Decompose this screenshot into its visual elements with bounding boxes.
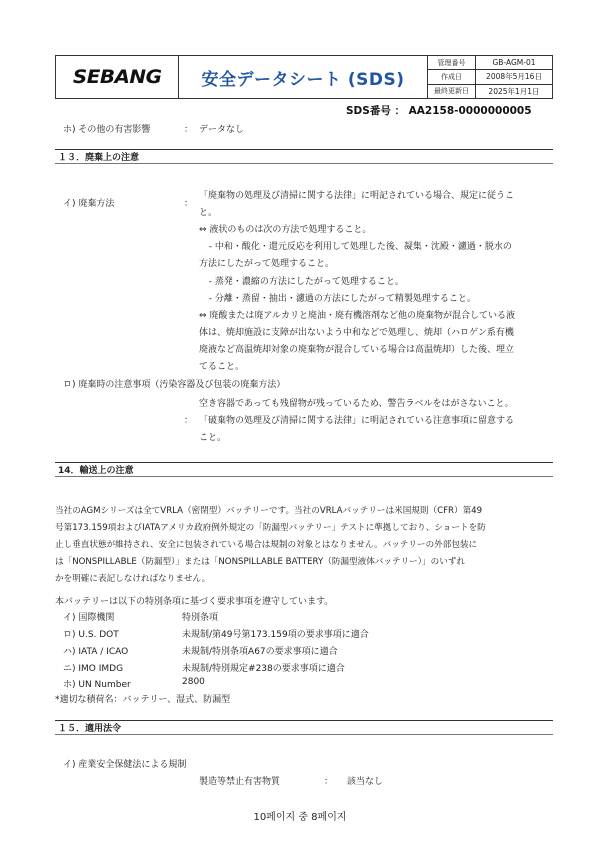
transport-paragraph-line: かを明確に表記しなければなりません。 [55,574,211,584]
method-line: ⇔ 液状のものは次の方法で処理すること。 [199,225,372,235]
meta-label: 管理番号 [428,56,476,69]
logo-text: SEBANG [72,66,162,88]
method-line: ⇔ 廃酸または廃アルカリと廃油・廃有機溶剤など他の廃棄物が混合している液 [199,311,516,321]
transport-row-value: 未規制/第49号第173.159項の要求事項に適合 [182,630,369,640]
section-14-heading [55,462,553,477]
document-meta-table [428,56,552,98]
transport-row-label: イ) 国際機関 [63,613,115,623]
document-title-cell [179,56,428,98]
section-15-title: １５．適用法令 [58,724,122,734]
disposal-line: 空き容器であっても残留物が残っているため、警告ラベルをはがさないこと。 [199,399,514,409]
disposal-method-label: イ) 廃棄方法 [63,199,115,209]
meta-row-updated [428,85,552,98]
transport-row-value: 未規制/特別規定#238の要求事項に適合 [182,664,345,674]
regulation-sub-label: 製造等禁止有害物質 [199,777,281,787]
transport-paragraph-line: 号第173.159項およびIATAアメリカ政府例外規定の「防漏型バッテリー」テストに準拠しており、ショートを防 [55,523,486,533]
sds-number: SDS番号 ： AA2158-0000000005 [346,105,532,117]
transport-row-value: 特別条項 [182,613,219,623]
meta-value: 2008年5月16日 [486,72,542,82]
disposal-line: こと。 [199,433,227,443]
other-effects-colon: ： [184,125,194,135]
transport-row-value: 未規制/特別条項A67の要求事項に適合 [182,647,338,657]
disposal-precautions-label: ロ) 廃棄時の注意事項（汚染容器及び包装の廃棄方法） [63,380,286,390]
page-footer: 10페이지 중 8페이지 [253,812,347,823]
meta-label: 最終更新日 [428,85,476,98]
method-line: てること。 [199,362,245,372]
section-14-title: 14．輸送上の注意 [58,466,134,476]
company-logo [56,56,179,98]
transport-paragraph-line: 当社のAGMシリーズは全てVRLA（密閉型）バッテリーです。当社のVRLAバッテリーは米国規則（CFR）第49 [55,506,483,516]
meta-value: 2025年1月1日 [488,86,540,96]
meta-value: GB-AGM-01 [492,58,536,68]
method-line: 体は、焼却施設に支障が出ないよう中和などで処理し、焼却（ハロゲン系有機 [199,328,514,338]
disposal-method-colon: ： [184,199,194,209]
transport-row-value: 2800 [182,677,205,687]
method-line: 「廃棄物の処理及び清掃に関する法律」に明記されている場合、規定に従うこ [199,191,515,201]
method-line: - 蒸発・濃縮の方法にしたがって処理すること。 [203,277,404,287]
section-15-heading [55,720,553,735]
regulation-colon: ： [324,777,334,787]
transport-paragraph-line: 止し垂直状態が維持され、安全に包装されている場合は規制の対象とはなりません。バッテリーの外部包装に [55,540,478,550]
regulation-item-label: イ) 産業安全保健法による規制 [63,760,187,770]
meta-row-created [428,70,552,84]
document-header [55,55,553,99]
transport-paragraph-line: は「NONSPILLABLE（防漏型）」または「NONSPILLABLE BATTERY（防漏型液体バッテリー）」のいずれ [55,557,466,567]
transport-row-label: ロ) U.S. DOT [63,630,119,640]
regulation-sub-value: 該当なし [347,777,384,787]
section-13-heading [55,149,553,164]
transport-row-label: ハ) IATA / ICAO [63,647,129,657]
transport-row-label: ニ) IMO IMDG [63,664,124,674]
transport-intro: 本バッテリーは以下の特別条項に基づく要求事項を遵守しています。 [55,597,334,607]
method-line: - 分離・蒸留・抽出・濾過の方法にしたがって精製処理すること。 [203,294,476,304]
section-13-title: １３．廃棄上の注意 [58,153,140,163]
disposal-precautions-colon: ： [184,416,194,426]
transport-row-label: ホ) UN Number [63,680,131,690]
method-line: と。 [199,208,218,218]
meta-label: 作成日 [428,70,476,83]
method-line: 方法にしたがって処理すること。 [199,259,335,269]
document-title: 安全データシート (SDS) [201,69,405,90]
disposal-line: 「破棄物の処理及び清掃に関する法律」に明記されている注意事項に留意する [199,416,515,426]
other-effects-value: データなし [199,125,245,135]
proper-shipping-name: *適切な積荷名：バッテリー、湿式、防漏型 [55,695,231,705]
method-line: 廃液など高温焼却対象の廃棄物が混合している場合は高温焼却）した後、埋立 [199,345,515,355]
method-line: - 中和・酸化・還元反応を利用して処理した後、凝集・沈殿・濾過・脱水の [203,242,512,252]
meta-row-control-number [428,56,552,70]
other-effects-label: ホ) その他の有害影響 [63,125,151,135]
